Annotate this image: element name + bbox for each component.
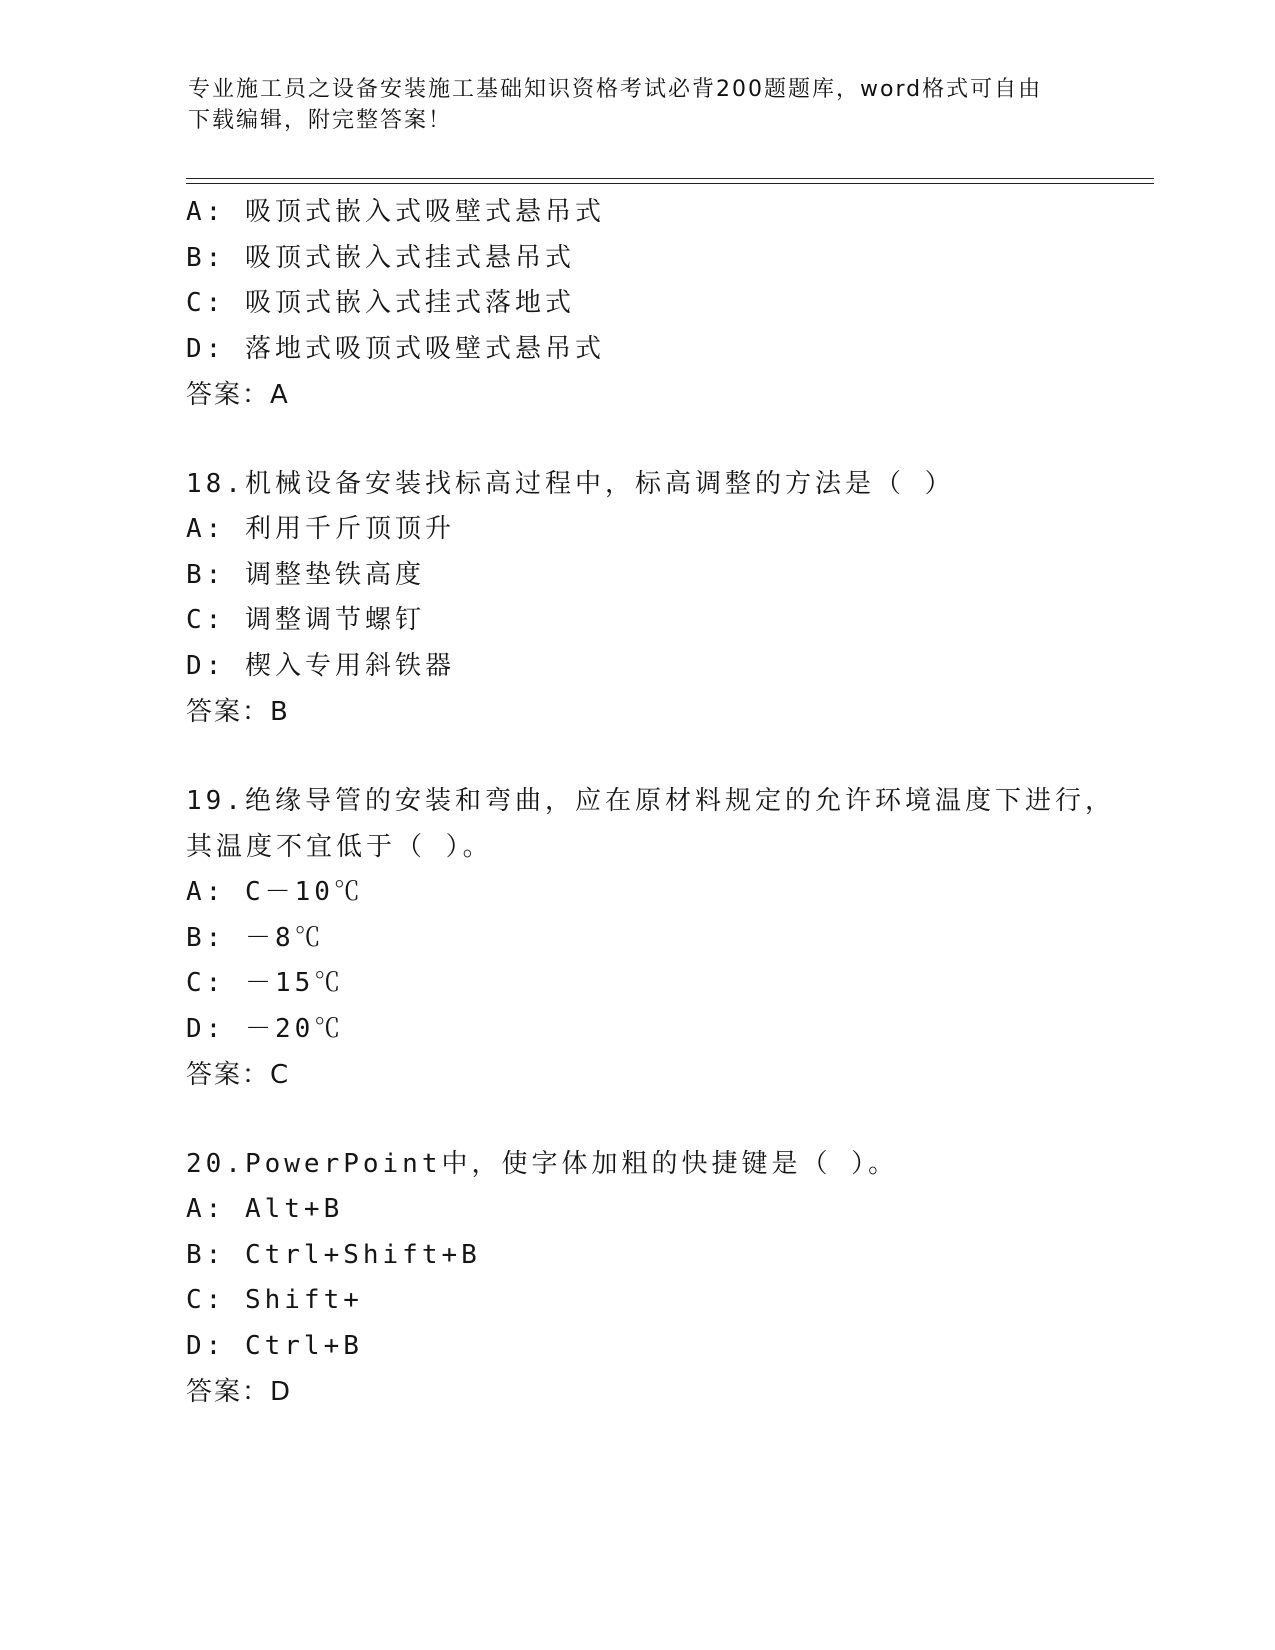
option-a: A: C－10℃: [186, 877, 364, 907]
question-stem-line-1: 19.绝缘导管的安装和弯曲，应在原材料规定的允许环境温度下进行，: [186, 786, 1115, 816]
document-header: [188, 74, 1068, 136]
option-d: D: 楔入专用斜铁器: [186, 650, 455, 681]
option-a: A: Alt+B: [186, 1194, 344, 1224]
answer: 答案：C: [186, 1060, 291, 1090]
option-b: B: －8℃: [186, 922, 325, 953]
question-block-17: [186, 190, 1146, 418]
answer: 答案：D: [186, 1377, 293, 1407]
option-d: D: Ctrl+B: [186, 1330, 363, 1361]
question-block-18: [186, 461, 1146, 735]
question-stem: 18.机械设备安装找标高过程中，标高调整的方法是（ ）: [186, 469, 955, 499]
option-c: C: Shift+: [186, 1285, 363, 1315]
option-b: B: Ctrl+Shift+B: [186, 1239, 481, 1270]
option-a: A: 利用千斤顶顶升: [186, 514, 455, 544]
option-c: C: 调整调节螺钉: [186, 605, 425, 635]
question-stem: 20.PowerPoint中，使字体加粗的快捷键是（ ）。: [186, 1149, 899, 1179]
question-block-20: [186, 1141, 1146, 1415]
option-c: C: 吸顶式嵌入式挂式落地式: [186, 288, 575, 318]
header-divider-bottom: [186, 183, 1154, 184]
question-stem-line-2: 其温度不宜低于（ ）。: [186, 832, 493, 862]
header-divider-top: [186, 178, 1154, 179]
question-list: [186, 190, 1146, 1458]
option-d: D: －20℃: [186, 1013, 345, 1044]
answer: 答案：A: [186, 380, 290, 410]
option-b: B: 吸顶式嵌入式挂式悬吊式: [186, 242, 575, 273]
header-line-2: 下载编辑，附完整答案！: [188, 108, 453, 133]
answer: 答案：B: [186, 697, 290, 727]
question-block-19: [186, 778, 1146, 1098]
option-b: B: 调整垫铁高度: [186, 559, 425, 590]
header-line-1: 专业施工员之设备安装施工基础知识资格考试必背200题题库，word格式可自由: [188, 77, 1043, 102]
option-c: C: －15℃: [186, 968, 345, 998]
option-d: D: 落地式吸顶式吸壁式悬吊式: [186, 333, 605, 364]
option-a: A: 吸顶式嵌入式吸壁式悬吊式: [186, 197, 605, 227]
